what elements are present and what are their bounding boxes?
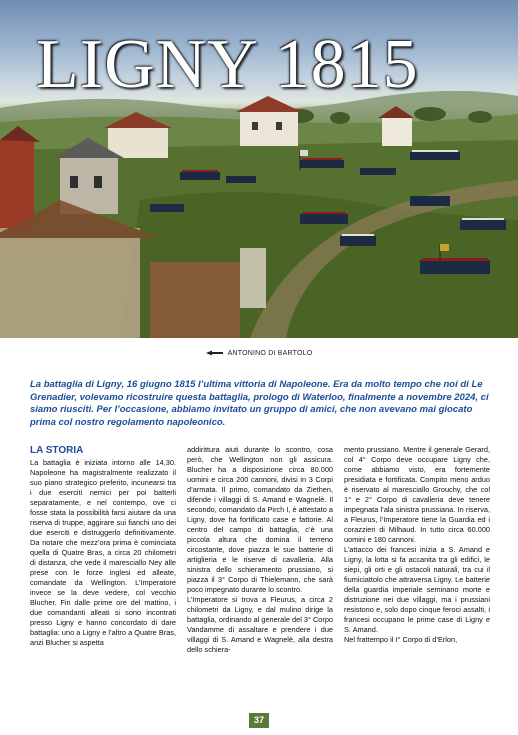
article-body — [30, 445, 490, 715]
intro-text: La battaglia di Ligny, 16 giugno 1815 l’ultima vittoria di Napoleone. Era da molto tempo che noi di Le Grenadier, volevamo ricostruire questa battaglia, prologo di Waterloo, finalmente a novembre 2024, ci siamo riusciti. Per l’occasione, abbiamo invitato un gruppo di amici, che non avevano mai giocato prima col nostro regolamento napoleonico. — [30, 379, 489, 428]
paragraph: addirittura aiuti durante lo scontro, cosa però, che Wellington non gli assicura. Blucher ha a disposizione circa 80.000 uomini e circa 200 cannoni, divisi in 3 Corpi d’armata. Il primo, comandato da Ziethen, difende i villaggi di S. Amand e Wagnelè. Il secondo, comandato da Pirch I, è attestato a Ligny, dove ha fortificato case e fattorie. Al centro del campo di battaglia, c’è una piccola altura che domina il terreno circostante, dove piazza le sue batterie di artiglieria e le riserve di cavalleria. Alla sinistra dello schieramento prussiano, si piazza il 3° Corpo di Thielemann, che sarà poco impegnato durante lo scontro. — [187, 445, 333, 594]
page-title: LIGNY 1815 — [36, 26, 419, 103]
paragraph: L’attacco dei francesi inizia a S. Amand e Ligny, la lotta si fa accanita tra gli edifici, le siepi, gli orti e gli ostacoli naturali, tra cui il fiumiciattolo che attraversa Ligny. Le batterie della guardia imperiale seminano morte e distruzione nei due villaggi, ma i prussiani resistono e, solo dopo cinque feroci assalti, i francesi occupano le prime case di Ligny e S. Amand. — [344, 545, 490, 634]
article-column-2 — [187, 445, 333, 655]
page-number-badge: 37 — [249, 713, 269, 728]
author-name: ANTONINO DI BARTOLO — [227, 350, 313, 357]
intro-paragraph — [30, 379, 490, 429]
paragraph: La battaglia è iniziata intorno alle 14,30. Napoleone ha magistralmente realizzato il suo piano strategico preferito, incunearsi tra i due eserciti nemici per poi batterli separatamente, e nel contempo, ove ci fosse stata la possibilità farsi aiutare da una riserva di truppe, aggirare sui fianchi uno dei due eserciti e distruggerlo definitivamente. Da notare che mezz’ora prima è cominciata quella di Quatre Bras, a circa 20 chilometri di distanza, che vede il maresciallo Ney alle prese con le forze inglesi ed alleate, comandate da Wellington. L’Imperatore invece se la deve vedere, col vecchio Blucher. Fin dalle prime ore del mattino, i due comandanti alleati si sono incontrati presso Ligny e hanno concordato di dare battaglia: uno a Ligny e l’altro a Quatre Bras, anzi Blucher si aspetta — [30, 458, 176, 647]
section-title: LA STORIA — [30, 445, 84, 456]
byline — [0, 350, 518, 357]
paragraph: mento prussiano. Mentre il generale Gerard, col 4° Corpo deve occupare Ligny che, come abbiamo visto, era fortemente presidiata e fortificata. Compito meno arduo è riservato al maresciallo Grouchy, che col 1° e 2° Corpo di cavalleria deve tenere impegnata l’ala sinistra prussiana. In riserva, a Fleurus, l’Imperatore tiene la Guardia ed i corazzieri di Milhaud. In tutto circa 60.000 uomini e 180 cannoni. — [344, 445, 490, 544]
paragraph: Nel frattempo il I° Corpo di d’Erlon, — [344, 635, 458, 644]
article-column-3 — [344, 445, 490, 645]
article-column-1 — [30, 445, 176, 648]
paragraph: L’Imperatore si trova a Fleurus, a circa 2 chilometri da Ligny, e dal mulino dirige la battaglia, ordinando al generale del 3° Corpo Vandamme di assaltare e prendere i due villaggi di S. Amand e Wagnelè, alla destra dello schiera- — [187, 595, 333, 654]
hero-photo — [0, 0, 518, 338]
pen-nib-icon — [206, 350, 224, 356]
